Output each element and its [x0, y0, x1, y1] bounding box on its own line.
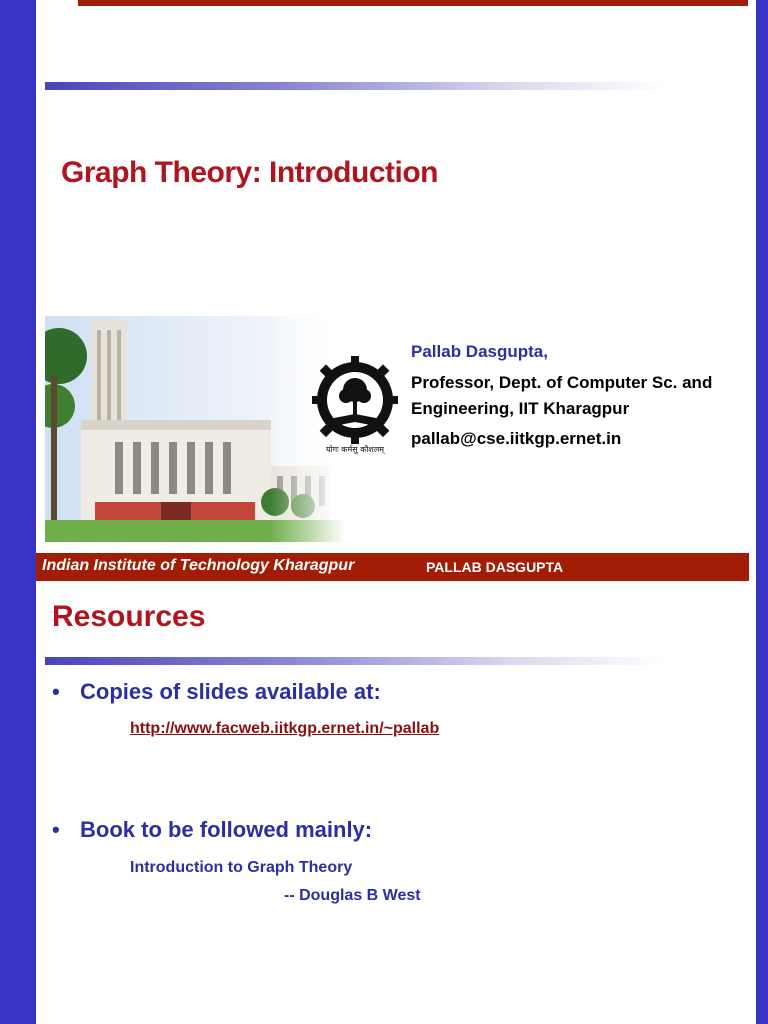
campus-building-image [45, 316, 345, 542]
slides-link[interactable]: http://www.facweb.iitkgp.ernet.in/~pallab [130, 720, 440, 737]
bullet-text: Copies of slides available at: [80, 679, 381, 704]
institute-logo-icon [312, 356, 398, 456]
author-title-line-1: Professor, Dept. of Computer Sc. and [411, 373, 713, 392]
logo-motto: योगः कर्मसु कौशलम् [325, 445, 385, 454]
resources-underline-gradient [45, 657, 665, 665]
bullet-marker: • [52, 679, 60, 704]
bullet-marker: • [52, 817, 60, 842]
footer-author: PALLAB DASGUPTA [426, 559, 564, 575]
book-title: Introduction to Graph Theory [130, 859, 353, 876]
author-title-line-2: Engineering, IIT Kharagpur [411, 399, 630, 418]
resources-title: Resources [52, 600, 206, 633]
slide-page [36, 0, 756, 1024]
footer-bar [36, 553, 749, 581]
bullet-slides [52, 679, 381, 705]
bullet-book [52, 817, 372, 843]
top-red-strip [78, 0, 748, 6]
title-underline-gradient [45, 82, 665, 90]
author-email[interactable]: pallab@cse.iitkgp.ernet.in [411, 429, 622, 448]
book-author: -- Douglas B West [284, 887, 421, 904]
author-info [411, 342, 751, 452]
footer-institute: Indian Institute of Technology Kharagpur [42, 557, 355, 574]
author-name: Pallab Dasgupta, [411, 342, 548, 361]
slide-title: Graph Theory: Introduction [61, 156, 438, 189]
bullet-text: Book to be followed mainly: [80, 817, 373, 842]
